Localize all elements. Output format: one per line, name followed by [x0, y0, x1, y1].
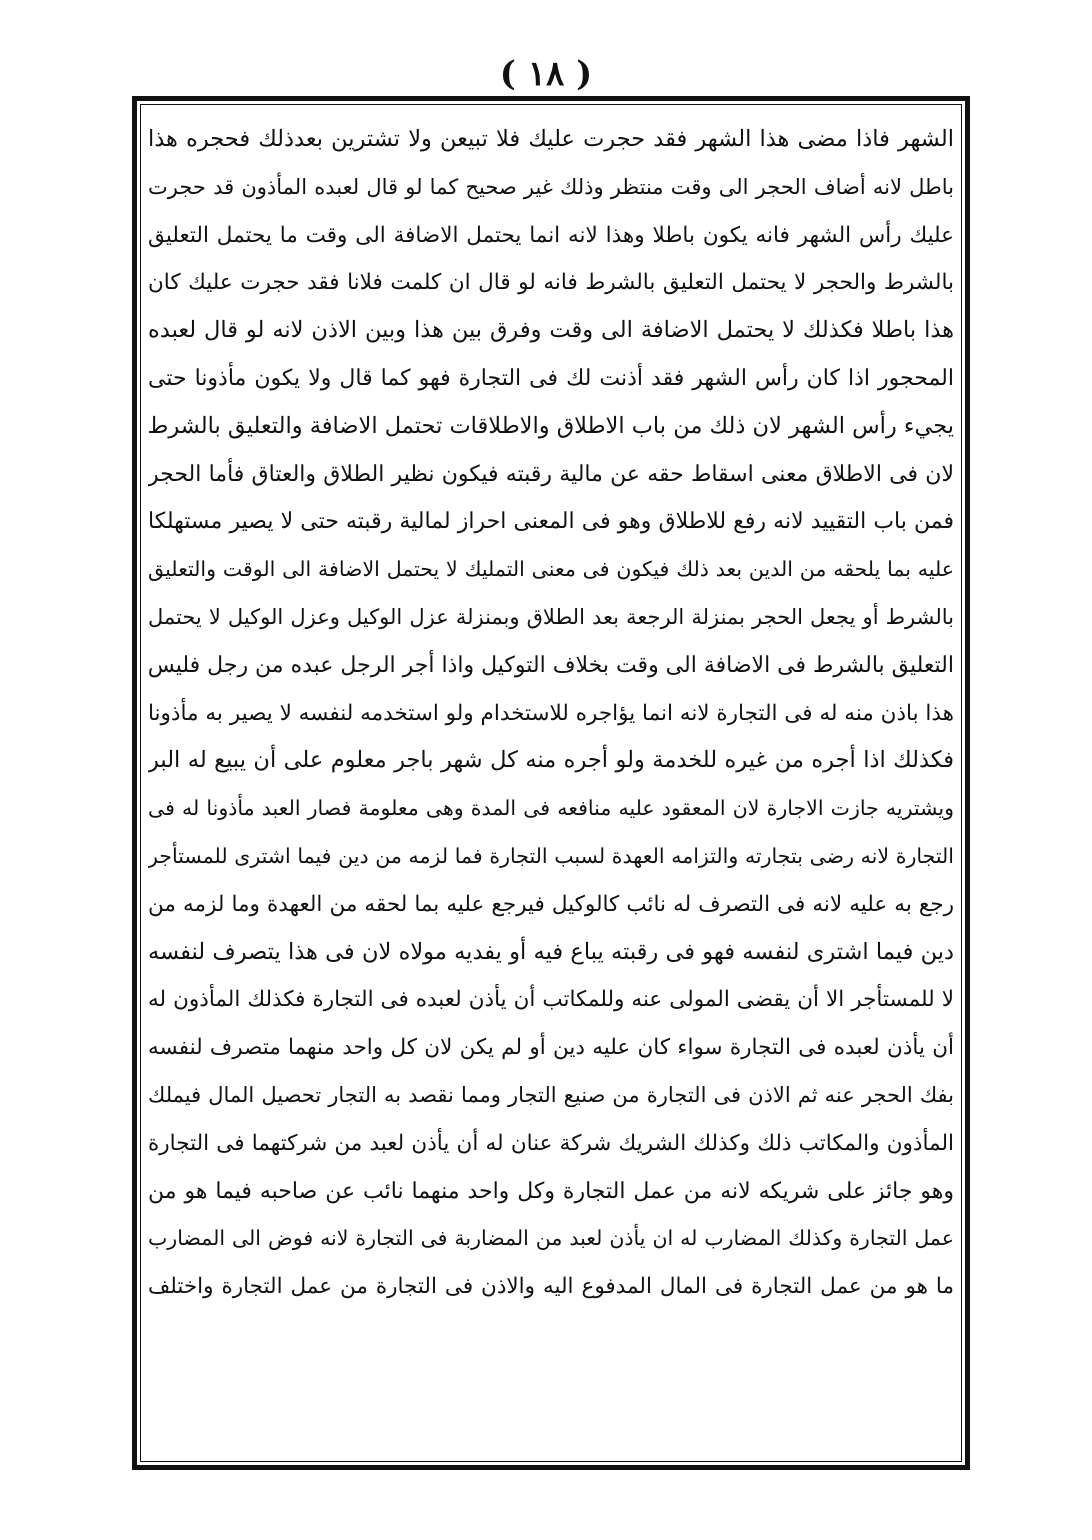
text-line: بالشرط والحجر لا يحتمل التعليق بالشرط فانه لو قال ان كلمت فلانا فقد حجرت عليك كان — [148, 270, 954, 296]
text-line: أن يأذن لعبده فى التجارة سواء كان عليه دين أو لم يكن لان كل واحد منهما متصرف لنفسه — [148, 1035, 954, 1061]
text-line: ما هو من عمل التجارة فى المال المدفوع اليه والاذن فى التجارة من عمل التجارة واختلف — [148, 1274, 954, 1300]
text-line: عمل التجارة وكذلك المضارب له ان يأذن لعبد من المضاربة فى التجارة لانه فوض الى المضارب — [148, 1226, 954, 1251]
text-line: فكذلك اذا أجره من غيره للخدمة ولو أجره منه كل شهر باجر معلوم على أن يبيع له البر — [148, 747, 954, 774]
text-line: المحجور اذا كان رأس الشهر فقد أذنت لك فى التجارة فهو كما قال ولا يكون مأذونا حتى — [148, 365, 954, 391]
text-line: لان فى الاطلاق معنى اسقاط حقه عن مالية رقبته فيكون نظير الطلاق والعتاق فأما الحجر — [148, 461, 954, 487]
text-line: لا للمستأجر الا أن يقضى المولى عنه وللمكاتب أن يأذن لعبده فى التجارة فكذلك المأذون له — [148, 987, 954, 1013]
text-line: ويشتريه جازت الاجارة لان المعقود عليه منافعه فى المدة وهى معلومة فصار العبد مأذونا له فى — [148, 796, 954, 821]
text-line: التعليق بالشرط فى الاضافة الى وقت بخلاف التوكيل واذا أجر الرجل عبده من رجل فليس — [148, 652, 954, 678]
page-number: ( ١٨ ) — [499, 54, 593, 94]
text-line: بفك الحجر عنه ثم الاذن فى التجارة من صنيع التجار ومما نقصد به التجار تحصيل المال فيملك — [148, 1082, 954, 1107]
text-body — [148, 116, 954, 1456]
text-line: بالشرط أو يجعل الحجر بمنزلة الرجعة بعد الطلاق وبمنزلة عزل الوكيل وعزل الوكيل لا يحتمل — [148, 604, 954, 629]
text-line: يجيء رأس الشهر لان ذلك من باب الاطلاق والاطلاقات تحتمل الاضافة والتعليق بالشرط — [148, 412, 954, 439]
text-line: عليك رأس الشهر فانه يكون باطلا وهذا لانه انما يحتمل الاضافة الى وقت ما يحتمل التعليق — [148, 222, 954, 248]
text-line: الشهر فاذا مضى هذا الشهر فقد حجرت عليك فلا تبيعن ولا تشترين بعدذلك فحجره هذا — [148, 126, 954, 152]
text-line: التجارة لانه رضى بتجارته والتزامه العهدة لسبب التجارة فما لزمه من دين فيما اشترى للمستأجر — [148, 843, 954, 868]
text-line: المأذون والمكاتب ذلك وكذلك الشريك شركة عنان له أن يأذن لعبد من شركتهما فى التجارة — [148, 1130, 954, 1156]
text-line: فمن باب التقييد لانه رفع للاطلاق وهو فى المعنى احراز لمالية رقبته حتى لا يصير مستهلكا — [148, 509, 954, 535]
text-line: عليه بما يلحقه من الدين بعد ذلك فيكون فى معنى التمليك لا يحتمل الاضافة الى الوقت والتعليق — [148, 557, 954, 582]
text-line: هذا باذن منه له فى التجارة لانه انما يؤاجره للاستخدام ولو استخدمه لنفسه لا يصير به مأذونا — [148, 700, 954, 726]
text-line: باطل لانه أضاف الحجر الى وقت منتظر وذلك غير صحيح كما لو قال لعبده المأذون قد حجرت — [148, 174, 954, 199]
text-line: رجع به عليه لانه فى التصرف له نائب كالوكيل فيرجع عليه بما لحقه من العهدة وما لزمه من — [148, 891, 954, 917]
text-line: وهو جائز على شريكه لانه من عمل التجارة وكل واحد منهما نائب عن صاحبه فيما هو من — [148, 1178, 954, 1204]
text-line: هذا باطلا فكذلك لا يحتمل الاضافة الى وقت وفرق بين هذا وبين الاذن لانه لو قال لعبده — [148, 317, 954, 344]
text-line: دين فيما اشترى لنفسه فهو فى رقبته يباع فيه أو يفديه مولاه لان فى هذا يتصرف لنفسه — [148, 938, 954, 965]
